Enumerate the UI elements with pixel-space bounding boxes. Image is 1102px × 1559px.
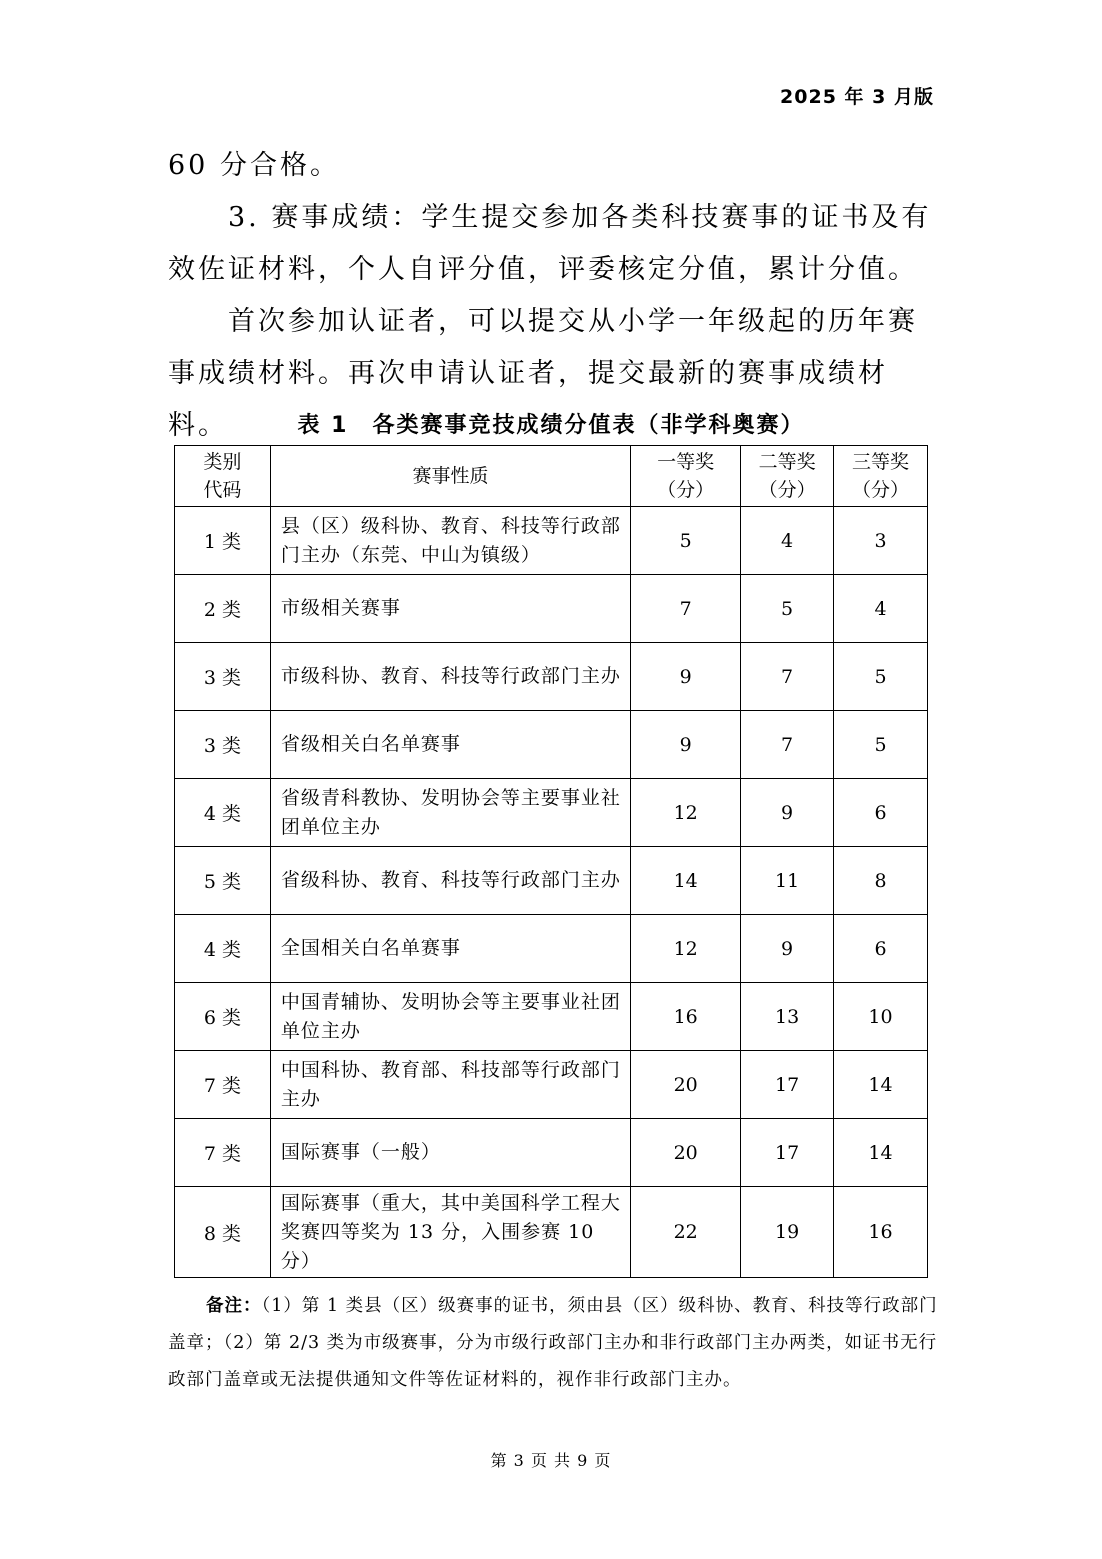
- cell-third: 3: [834, 507, 928, 575]
- cell-first: 9: [631, 643, 741, 711]
- cell-second: 11: [741, 847, 834, 915]
- cell-second: 9: [741, 915, 834, 983]
- cell-nature: 中国青辅协、发明协会等主要事业社团单位主办: [270, 983, 630, 1051]
- table-row: [175, 643, 928, 711]
- paragraph-competition-results: 3. 赛事成绩：学生提交参加各类科技赛事的证书及有效佐证材料，个人自评分值，评委核定分值，累计分值。: [168, 202, 932, 285]
- version-label: 2025 年 3 月版: [780, 86, 934, 108]
- cell-second: 7: [741, 711, 834, 779]
- cell-second: 9: [741, 779, 834, 847]
- note-label: 备注：: [206, 1296, 262, 1316]
- cell-second: 17: [741, 1051, 834, 1119]
- cell-first: 20: [631, 1051, 741, 1119]
- header-second-prize: 二等奖 （分）: [741, 446, 834, 507]
- cell-third: 14: [834, 1119, 928, 1187]
- header-third-prize: 三等奖 （分）: [834, 446, 928, 507]
- cell-nature: 全国相关白名单赛事: [270, 915, 630, 983]
- cell-nature: 市级相关赛事: [270, 575, 630, 643]
- cell-code: 3 类: [175, 711, 271, 779]
- cell-third: 14: [834, 1051, 928, 1119]
- header-nature: 赛事性质: [270, 446, 630, 507]
- cell-nature: 国际赛事（一般）: [270, 1119, 630, 1187]
- cell-first: 12: [631, 779, 741, 847]
- cell-code: 8 类: [175, 1187, 271, 1278]
- cell-code: 3 类: [175, 643, 271, 711]
- cell-code: 7 类: [175, 1119, 271, 1187]
- cell-first: 16: [631, 983, 741, 1051]
- cell-third: 10: [834, 983, 928, 1051]
- cell-code: 6 类: [175, 983, 271, 1051]
- note-text: （1）第 1 类县（区）级赛事的证书，须由县（区）级科协、教育、科技等行政部门盖章；（2）第 2/3 类为市级赛事，分为市级行政部门主办和非行政部门主办两类，如证书无行政部门盖章或无法提供通知文件等佐证材料的，视作非行政部门主办。: [168, 1296, 938, 1390]
- cell-nature: 省级科协、教育、科技等行政部门主办: [270, 847, 630, 915]
- cell-nature: 县（区）级科协、教育、科技等行政部门主办（东莞、中山为镇级）: [270, 507, 630, 575]
- cell-nature: 省级青科教协、发明协会等主要事业社团单位主办: [270, 779, 630, 847]
- cell-second: 7: [741, 643, 834, 711]
- cell-code: 4 类: [175, 915, 271, 983]
- cell-third: 6: [834, 779, 928, 847]
- cell-first: 12: [631, 915, 741, 983]
- table-row: [175, 779, 928, 847]
- table-header-row: [175, 446, 928, 507]
- cell-first: 7: [631, 575, 741, 643]
- header-first-prize: 一等奖 （分）: [631, 446, 741, 507]
- page-number: 第 3 页 共 9 页: [490, 1451, 612, 1470]
- cell-second: 4: [741, 507, 834, 575]
- table-row: [175, 1187, 928, 1278]
- cell-nature: 省级相关白名单赛事: [270, 711, 630, 779]
- cell-first: 5: [631, 507, 741, 575]
- cell-first: 14: [631, 847, 741, 915]
- table-row: [175, 1119, 928, 1187]
- cell-third: 5: [834, 711, 928, 779]
- cell-nature: 市级科协、教育、科技等行政部门主办: [270, 643, 630, 711]
- cell-second: 13: [741, 983, 834, 1051]
- cell-second: 17: [741, 1119, 834, 1187]
- cell-first: 22: [631, 1187, 741, 1278]
- cell-code: 4 类: [175, 779, 271, 847]
- cell-first: 20: [631, 1119, 741, 1187]
- paragraph-pass-score: 60 分合格。: [168, 150, 340, 181]
- cell-third: 6: [834, 915, 928, 983]
- cell-third: 16: [834, 1187, 928, 1278]
- table-row: [175, 983, 928, 1051]
- table-row: [175, 507, 928, 575]
- table-note: [168, 1288, 938, 1399]
- cell-nature: 国际赛事（重大，其中美国科学工程大奖赛四等奖为 13 分，入围参赛 10 分）: [270, 1187, 630, 1278]
- cell-code: 5 类: [175, 847, 271, 915]
- cell-third: 8: [834, 847, 928, 915]
- cell-nature: 中国科协、教育部、科技部等行政部门主办: [270, 1051, 630, 1119]
- table-row: [175, 915, 928, 983]
- cell-first: 9: [631, 711, 741, 779]
- cell-code: 7 类: [175, 1051, 271, 1119]
- score-table: [174, 445, 928, 1278]
- cell-third: 5: [834, 643, 928, 711]
- table-row: [175, 575, 928, 643]
- cell-third: 4: [834, 575, 928, 643]
- table-row: [175, 847, 928, 915]
- table-row: [175, 1051, 928, 1119]
- cell-second: 19: [741, 1187, 834, 1278]
- cell-code: 2 类: [175, 575, 271, 643]
- paragraph-first-application: 首次参加认证者，可以提交从小学一年级起的历年赛事成绩材料。再次申请认证者，提交最新的赛事成绩材料。: [168, 306, 918, 441]
- header-code: 类别 代码: [175, 446, 271, 507]
- table-row: [175, 711, 928, 779]
- cell-second: 5: [741, 575, 834, 643]
- cell-code: 1 类: [175, 507, 271, 575]
- table-caption: 表 1 各类赛事竞技成绩分值表（非学科奥赛）: [297, 413, 805, 438]
